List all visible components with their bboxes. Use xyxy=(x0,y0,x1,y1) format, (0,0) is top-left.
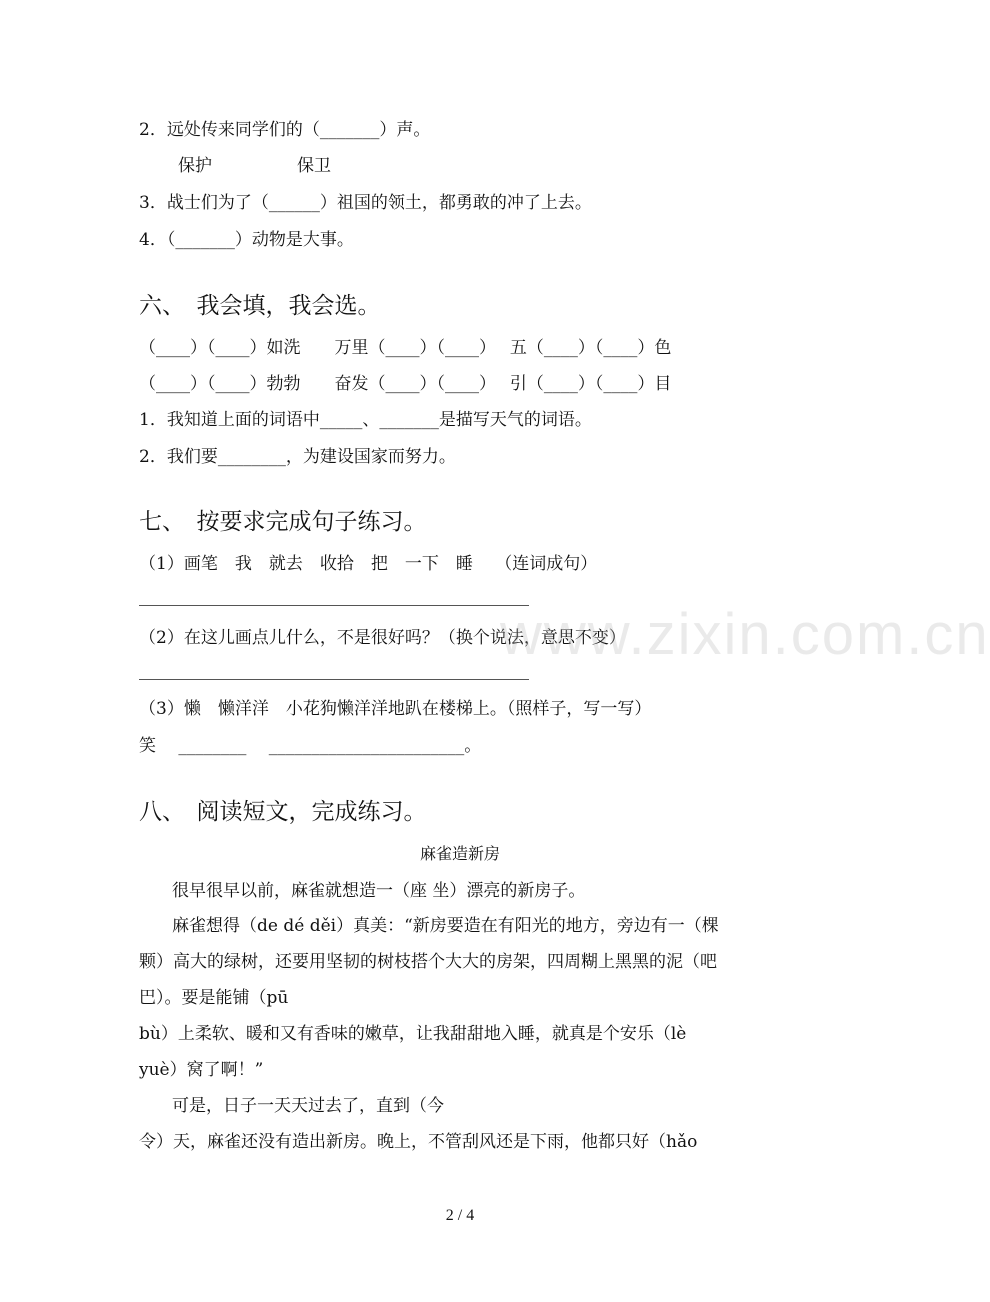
sentence-exercise-3-blank: 笑 ________ _______________________。 xyxy=(139,736,482,756)
idiom-row-2: （____）（____）勃勃 奋发（____）（____） 引（____）（____）目 xyxy=(139,374,672,394)
paragraph-2-line-2: 颗）高大的绿树，还要用坚韧的树枝搭个大大的房架，四周糊上黑黑的泥（吧 xyxy=(139,952,717,972)
paragraph-2-line-5: yuè）窝了啊！” xyxy=(139,1060,264,1080)
section-7-title: 七、 按要求完成句子练习。 xyxy=(139,509,427,535)
question-2: 2．远处传来同学们的（_______）声。 xyxy=(139,120,431,140)
idiom-row-1: （____）（____）如洗 万里（____）（____） 五（____）（____）色 xyxy=(139,338,672,358)
section-6-question-2: 2．我们要________，为建设国家而努力。 xyxy=(139,447,456,467)
page-number: 2 / 4 xyxy=(445,1207,475,1224)
paragraph-2-line-3: 巴）。要是能铺（pū xyxy=(139,988,289,1008)
sentence-exercise-2: （2）在这儿画点儿什么，不是很好吗？（换个说法，意思不变） xyxy=(139,628,626,648)
sentence-exercise-3: （3）懒 懒洋洋 小花狗懒洋洋地趴在楼梯上。（照样子，写一写） xyxy=(139,699,652,719)
section-8-title: 八、 阅读短文，完成练习。 xyxy=(139,799,427,825)
paragraph-2-line-4: bù）上柔软、暖和又有香味的嫩草，让我甜甜地入睡，就真是个安乐（lè xyxy=(139,1024,687,1044)
question-4: 4．（_______）动物是大事。 xyxy=(139,230,354,250)
paragraph-1: 很早很早以前，麻雀就想造一（座 坐）漂亮的新房子。 xyxy=(172,881,586,901)
paragraph-3-line-2: 令）天，麻雀还没有造出新房。晚上，不管刮风还是下雨，他都只好（hǎo xyxy=(139,1132,698,1152)
section-6-question-1: 1．我知道上面的词语中_____、_______是描写天气的词语。 xyxy=(139,410,592,430)
answer-line-2 xyxy=(139,679,529,680)
watermark: www.zixin.com.cn xyxy=(500,602,990,667)
paragraph-3-line-1: 可是，日子一天天过去了，直到（今 xyxy=(172,1096,444,1116)
word-choices: 保护 保卫 xyxy=(178,156,331,176)
answer-line-1 xyxy=(139,605,529,606)
sentence-exercise-1: （1）画笔 我 就去 收拾 把 一下 睡 （连词成句） xyxy=(139,554,598,574)
section-6-title: 六、 我会填，我会选。 xyxy=(139,293,381,319)
article-title: 麻雀造新房 xyxy=(419,844,500,863)
question-3: 3．战士们为了（______）祖国的领土，都勇敢的冲了上去。 xyxy=(139,193,592,213)
paragraph-2-line-1: 麻雀想得（de dé děi）真美：“新房要造在有阳光的地方，旁边有一（棵 xyxy=(172,916,719,936)
